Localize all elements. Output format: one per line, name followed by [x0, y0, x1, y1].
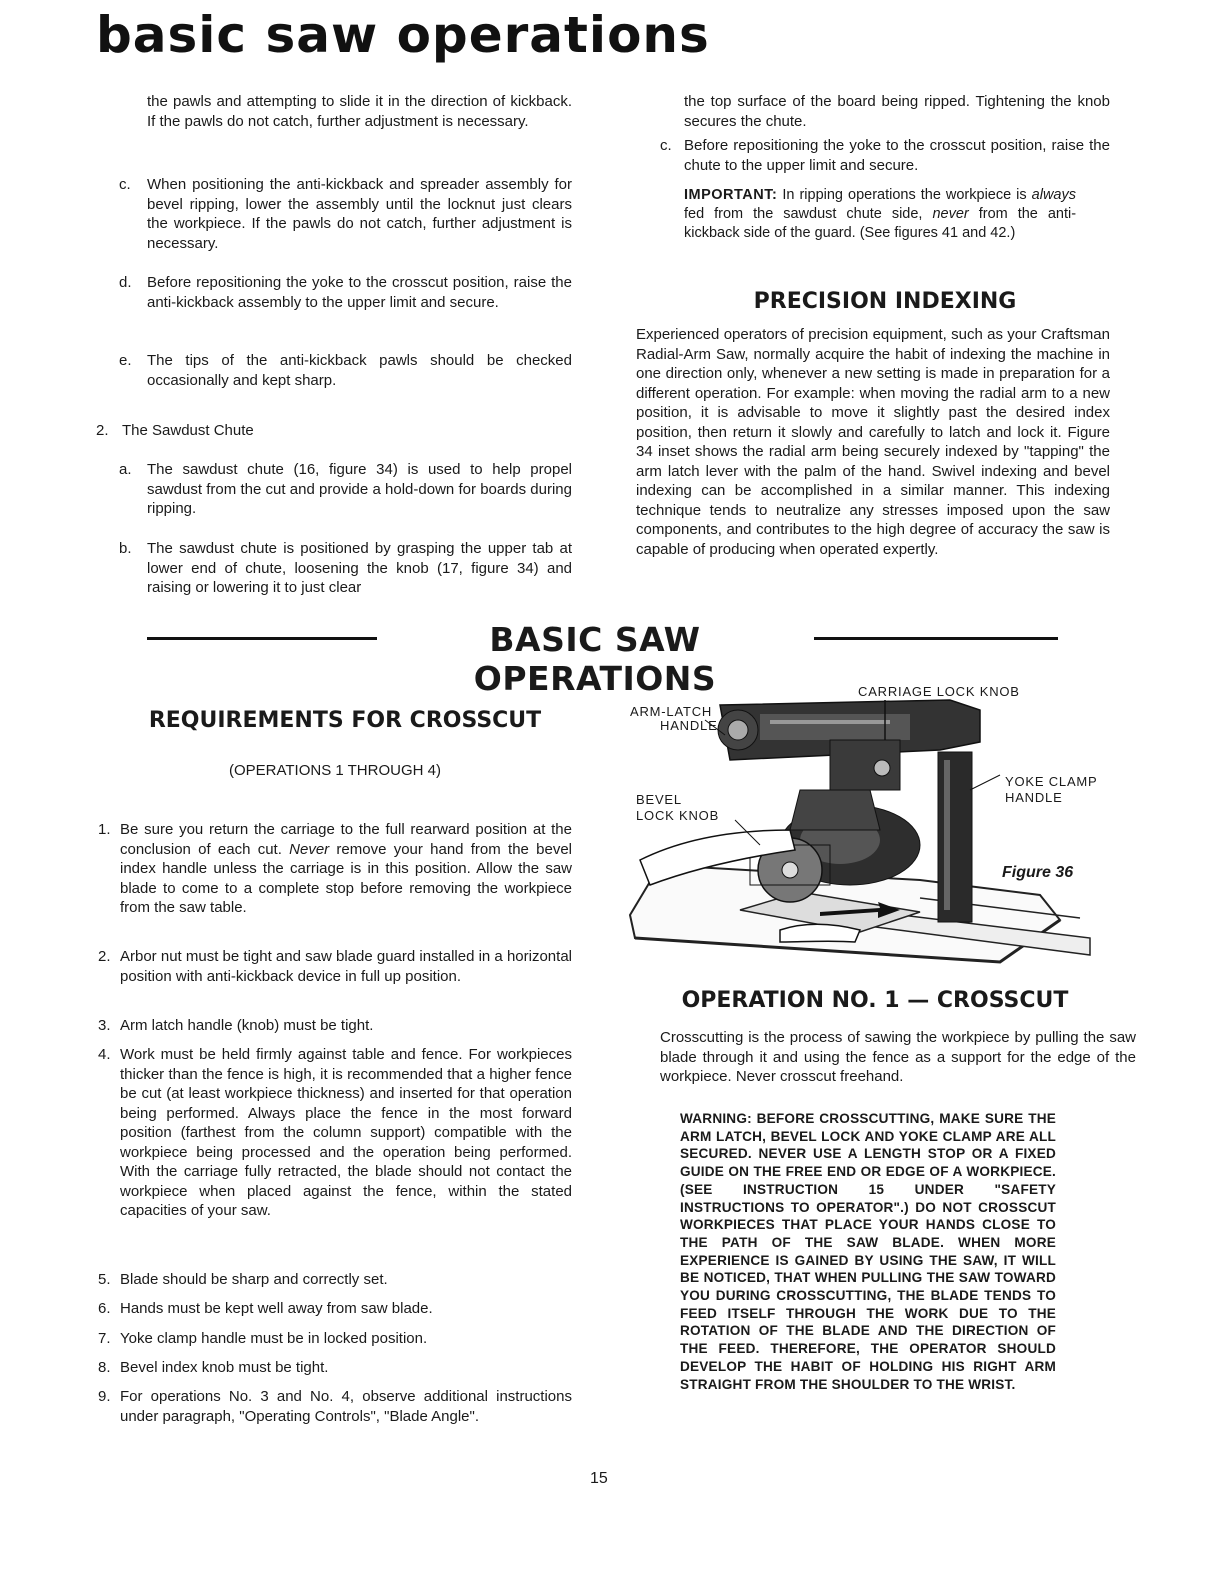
- item-text-part: remove your hand from the bevel index handle unless the carriage is in this position. Allow the saw blade to come to a complete stop before removing the workpiece from the saw table.: [120, 840, 572, 916]
- list-item-2a: [119, 460, 572, 519]
- item-marker: 7.: [98, 1330, 111, 1347]
- item-text: Yoke clamp handle must be in locked position.: [120, 1330, 428, 1347]
- page-number: 15: [590, 1470, 608, 1487]
- item-text: When positioning the anti-kickback and spreader assembly for bevel ripping, lower the assembly until the locknut just clears the workpiece. If the pawls do not catch, further adjustment is necessary.: [147, 176, 572, 252]
- item-text: Arm latch handle (knob) must be tight.: [120, 1017, 374, 1034]
- requirement-item: [98, 1358, 572, 1378]
- item-text-part: Be sure you return the carriage to the full rearward position at the conclusion of each cut.: [120, 821, 572, 858]
- important-emphasis: never: [932, 206, 969, 222]
- crosscut-requirements-heading: REQUIREMENTS FOR CROSSCUT: [148, 708, 542, 733]
- precision-indexing-heading: PRECISION INDEXING: [753, 289, 1017, 314]
- item-marker: 4.: [98, 1046, 111, 1063]
- important-text: from the anti-kickback side of the guard. (See figures 41 and 42.): [684, 206, 1077, 241]
- list-item-c: [119, 175, 572, 253]
- item-text: Blade should be sharp and correctly set.: [120, 1271, 388, 1288]
- item-marker: c.: [660, 137, 672, 154]
- list-item-d: [119, 273, 572, 312]
- warning-text: WARNING: BEFORE CROSSCUTTING, MAKE SURE THE ARM LATCH, BEVEL LOCK AND YOKE CLAMP ARE ALL SECURED. NEVER USE A LENGTH STOP OR A FIXED GUIDE ON THE FREE END OR EDGE OF A WORKPIECE. (SEE INSTRUCTION 15 UNDER "SAFETY INSTRUCTIONS TO OPERATOR".) DO NOT CROSSCUT WORKPIECES THAT PLACE YOUR HANDS CLOSE TO THE PATH OF THE SAW BLADE. WHEN MORE EXPERIENCE IS GAINED BY USING THE SAW, IT WILL BE NOTICED, THAT WHEN PULLING THE SAW TOWARD YOU DURING CROSSCUTTING, THE BLADE TENDS TO FEED ITSELF THROUGH THE WORK DUE TO THE ROTATION OF THE BLADE AND THE DIRECTION OF THE FEED. THEREFORE, THE OPERATOR SHOULD DEVELOP THE HABIT OF HOLDING HIS RIGHT ARM STRAIGHT FROM THE SHOULDER TO THE WRIST.: [680, 1111, 1056, 1392]
- item-text: For operations No. 3 and No. 4, observe additional instructions under paragraph, "Operating Controls", "Blade Angle".: [120, 1388, 572, 1425]
- section-title: The Sawdust Chute: [122, 422, 254, 439]
- item-text: Arbor nut must be tight and saw blade guard installed in a horizontal position with anti-kickback device in full up position.: [120, 948, 572, 985]
- chute-continued: the top surface of the board being ripped. Tightening the knob secures the chute.: [684, 93, 1110, 130]
- requirement-item: [98, 947, 572, 986]
- list-item-2b: [119, 539, 572, 598]
- item-text: Before repositioning the yoke to the crosscut position, raise the anti-kickback assembly to the upper limit and secure.: [147, 274, 572, 311]
- requirement-item: [98, 1387, 572, 1426]
- important-note: [684, 186, 1076, 243]
- page-title: basic saw operations: [96, 6, 710, 64]
- item-marker: 6.: [98, 1300, 111, 1317]
- item-marker: b.: [119, 540, 132, 557]
- requirement-item: [98, 1045, 572, 1221]
- requirement-item: [98, 820, 572, 918]
- item-marker: 9.: [98, 1388, 111, 1405]
- requirement-item: [98, 1270, 572, 1290]
- item-text: Before repositioning the yoke to the crosscut position, raise the chute to the upper limit and secure.: [684, 137, 1110, 174]
- item-marker: a.: [119, 461, 132, 478]
- requirement-item: [98, 1329, 572, 1349]
- operation-1-text: Crosscutting is the process of sawing the workpiece by pulling the saw blade through it and using the fence as a support for the edge of the workpiece. Never crosscut freehand.: [660, 1029, 1136, 1085]
- callout-bevel-lock-line2: LOCK KNOB: [636, 808, 720, 823]
- item-text: The sawdust chute is positioned by grasping the upper tab at lower end of chute, loosening the knob (17, figure 34) and raising or lowering it to just clear: [147, 540, 572, 596]
- important-text: fed from the sawdust chute side,: [684, 206, 923, 222]
- section-marker: 2.: [96, 422, 109, 439]
- list-item-chute-c: [660, 136, 1110, 175]
- figure-caption: Figure 36: [1002, 864, 1074, 881]
- intro-continued: the pawls and attempting to slide it in the direction of kickback. If the pawls do not catch, further adjustment is necessary.: [147, 93, 572, 130]
- item-text: [120, 820, 572, 918]
- callout-carriage-lock-knob: CARRIAGE LOCK KNOB: [858, 684, 1020, 699]
- item-text: Bevel index knob must be tight.: [120, 1359, 329, 1376]
- callout-arm-latch-line1: ARM-LATCH: [630, 704, 713, 719]
- precision-indexing-text: Experienced operators of precision equipment, such as your Craftsman Radial-Arm Saw, normally acquire the habit of indexing the machine in one direction only, whenever a new setting is made in preparation for a different operation. For example: when moving the radial arm to a new position, it is advisable to move it slightly past the desired index position, then return it slowly and carefully to latch and lock it. Figure 34 inset shows the radial arm being securely indexed by "tapping" the arm latch lever with the palm of the hand. Swivel indexing and bevel indexing can be accomplished in a similar manner. This indexing technique tends to neutralize any stresses imposed upon the saw components, and contributes to the high degree of accuracy the saw is capable of producing when operated expertly.: [636, 326, 1110, 558]
- item-marker: 1.: [98, 821, 111, 838]
- section-sawdust-chute: [96, 421, 572, 441]
- requirement-item: [98, 1299, 572, 1319]
- callout-bevel-lock-line1: BEVEL: [636, 792, 682, 807]
- item-marker: e.: [119, 352, 132, 369]
- item-marker: 5.: [98, 1271, 111, 1288]
- crosscut-requirements-subheading: (OPERATIONS 1 THROUGH 4): [229, 762, 441, 779]
- item-marker: c.: [119, 176, 131, 193]
- banner-rule-left: [147, 637, 377, 640]
- item-marker: 8.: [98, 1359, 111, 1376]
- callout-arm-latch-line2: HANDLE: [660, 718, 718, 733]
- important-emphasis: always: [1031, 187, 1076, 203]
- important-text: In ripping operations the workpiece is: [782, 187, 1027, 203]
- item-text: The sawdust chute (16, figure 34) is used to help propel sawdust from the cut and provide a hold-down for boards during ripping.: [147, 461, 572, 517]
- operation-1-heading: OPERATION NO. 1 — CROSSCUT: [681, 988, 1069, 1013]
- section-banner: BASIC SAW OPERATIONS: [473, 620, 717, 698]
- requirement-item: [98, 1016, 572, 1036]
- item-text: The tips of the anti-kickback pawls should be checked occasionally and kept sharp.: [147, 352, 572, 389]
- list-item-e: [119, 351, 572, 390]
- item-emphasis: Never: [289, 840, 330, 858]
- item-text: Hands must be kept well away from saw blade.: [120, 1300, 433, 1317]
- callout-yoke-clamp-line1: YOKE CLAMP: [1005, 774, 1098, 789]
- item-marker: 3.: [98, 1017, 111, 1034]
- item-marker: d.: [119, 274, 132, 291]
- callout-yoke-clamp-line2: HANDLE: [1005, 790, 1063, 805]
- item-marker: 2.: [98, 948, 111, 965]
- important-label: IMPORTANT:: [684, 187, 778, 203]
- item-text: Work must be held firmly against table and fence. For workpieces thicker than the fence is high, it is recommended that a higher fence be cut (at least workpiece thickness) and inserted for that operation being performed. Always place the fence in the most forward position (farthest from the column support) compatible with the workpiece being processed and the operation being performed. With the carriage fully retracted, the blade should not contact the workpiece when placed against the fence, within the stated capacities of your saw.: [120, 1046, 572, 1219]
- banner-rule-right: [814, 637, 1058, 640]
